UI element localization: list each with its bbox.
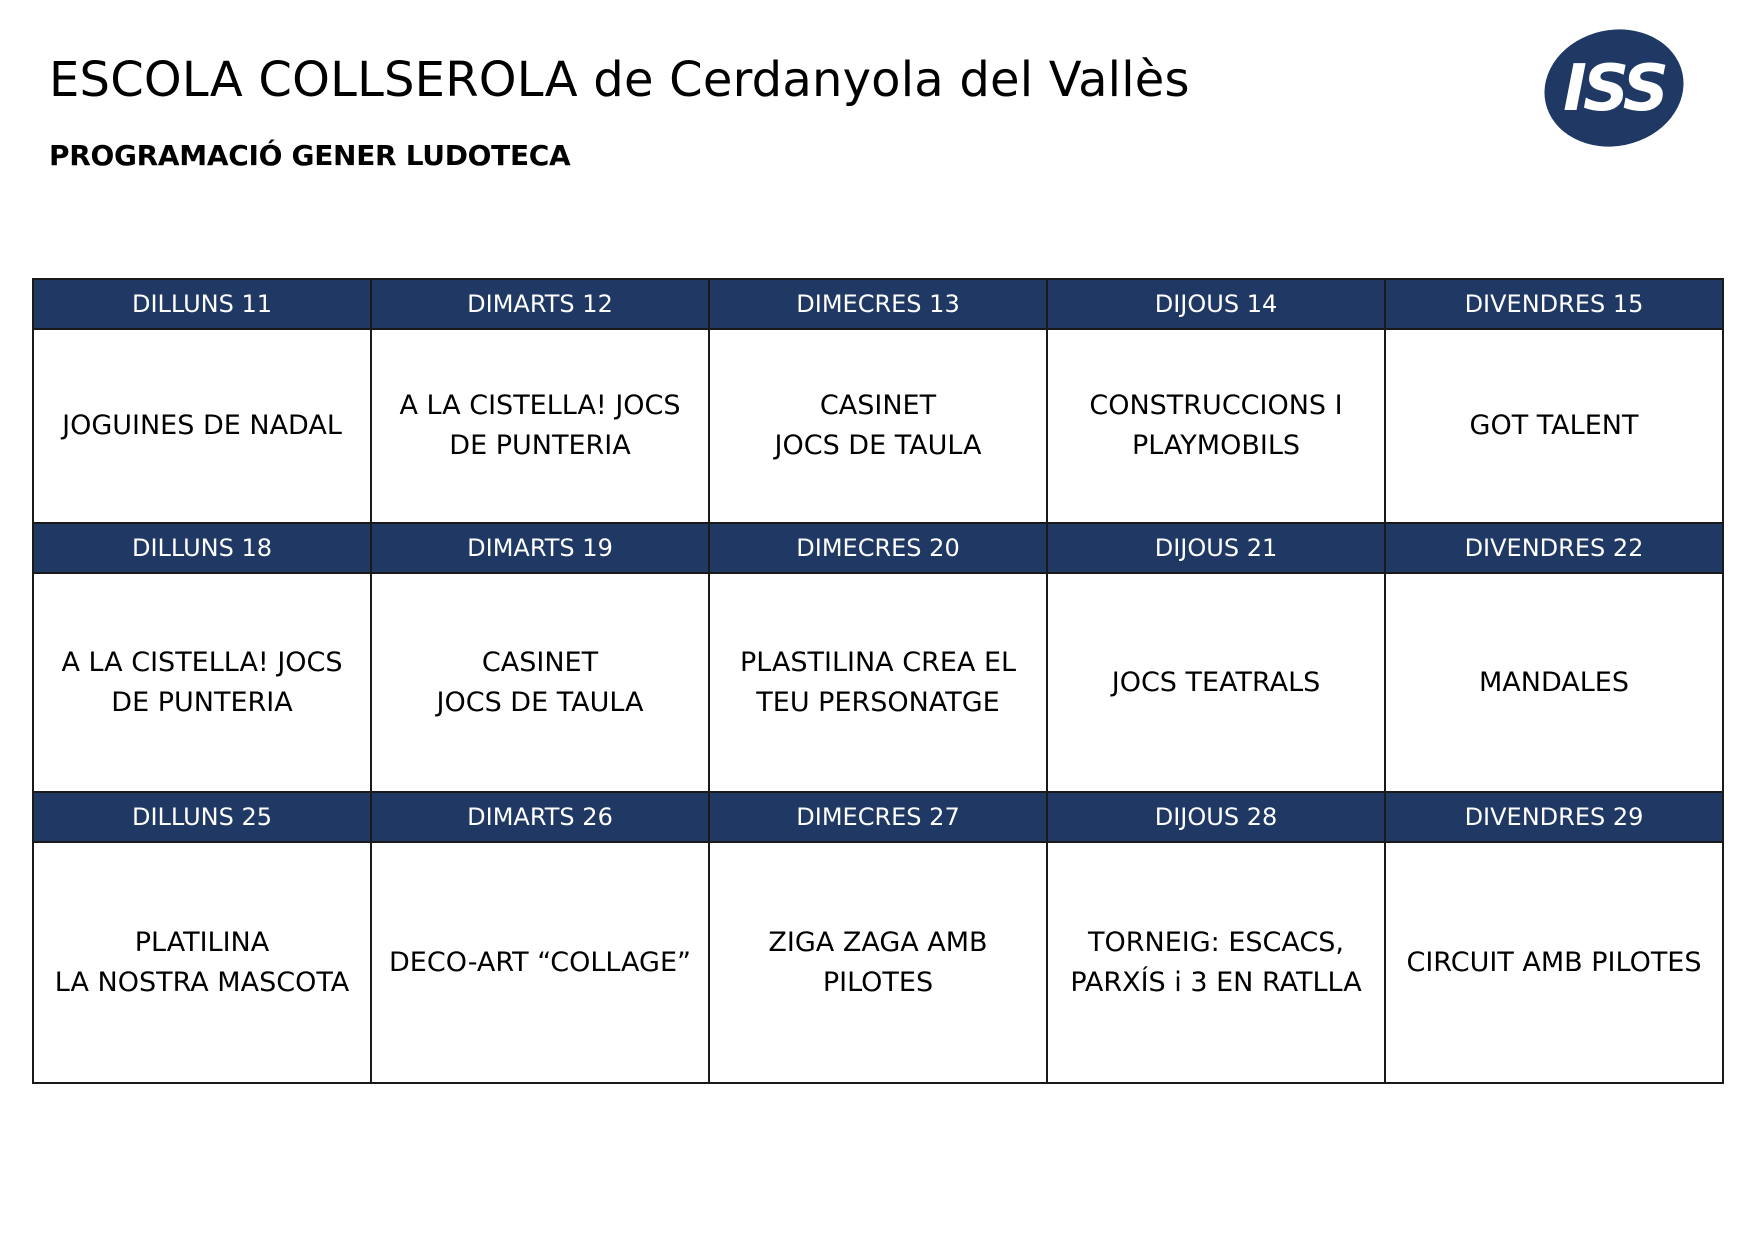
activity-text: PLASTILINA CREA EL <box>739 646 1017 678</box>
page-title: ESCOLA COLLSEROLA de Cerdanyola del Vallès <box>49 52 1190 108</box>
activity-text: TORNEIG: ESCACS, <box>1088 926 1344 958</box>
day-header-row <box>33 523 1723 573</box>
activity-text: DE PUNTERIA <box>449 430 631 461</box>
activity-cell <box>1047 573 1385 792</box>
day-header-row <box>33 792 1723 842</box>
day-header-cell: DIVENDRES 29 <box>1385 792 1723 842</box>
activity-cell <box>1047 329 1385 523</box>
activity-cell <box>33 842 371 1083</box>
activity-text: CASINET <box>481 646 599 678</box>
activity-text: JOGUINES DE NADAL <box>62 410 342 441</box>
activity-cell <box>1385 573 1723 792</box>
activity-row <box>33 842 1723 1083</box>
activity-text: DECO-ART “COLLAGE” <box>389 946 691 978</box>
activity-text: JOCS DE TAULA <box>436 686 644 718</box>
activity-row <box>33 573 1723 792</box>
activity-text: A LA CISTELLA! JOCS <box>61 646 343 678</box>
activity-cell <box>33 573 371 792</box>
activity-cell <box>709 329 1047 523</box>
day-header-cell: DIVENDRES 22 <box>1385 523 1723 573</box>
activity-cell <box>371 842 709 1083</box>
iss-logo <box>1543 26 1685 150</box>
activity-text: ZIGA ZAGA AMB <box>768 926 988 958</box>
day-header-cell: DIJOUS 28 <box>1047 792 1385 842</box>
activity-row <box>33 329 1723 523</box>
activity-cell <box>371 329 709 523</box>
day-header-cell: DIMECRES 20 <box>709 523 1047 573</box>
day-header-cell: DIJOUS 21 <box>1047 523 1385 573</box>
activity-text: A LA CISTELLA! JOCS <box>399 390 681 421</box>
day-header-cell: DIMARTS 26 <box>371 792 709 842</box>
activity-cell <box>1385 329 1723 523</box>
activity-cell <box>1385 842 1723 1083</box>
activity-text: DE PUNTERIA <box>111 686 293 718</box>
activity-text: JOCS TEATRALS <box>1111 666 1321 698</box>
activity-text: TEU PERSONATGE <box>756 686 1000 718</box>
activity-cell <box>33 329 371 523</box>
day-header-cell: DIVENDRES 15 <box>1385 279 1723 329</box>
activity-text: LA NOSTRA MASCOTA <box>54 966 350 998</box>
activity-cell <box>709 842 1047 1083</box>
day-header-cell: DILLUNS 11 <box>33 279 371 329</box>
activity-text: PLATILINA <box>134 926 270 958</box>
activity-cell <box>1047 842 1385 1083</box>
activity-text: CASINET <box>819 390 937 421</box>
activity-text: JOCS DE TAULA <box>774 430 982 461</box>
activity-text: PARXÍS i 3 EN RATLLA <box>1070 966 1362 998</box>
day-header-cell: DIMARTS 12 <box>371 279 709 329</box>
activity-text: MANDALES <box>1479 666 1629 698</box>
page-subtitle: PROGRAMACIÓ GENER LUDOTECA <box>49 139 571 172</box>
activity-cell <box>371 573 709 792</box>
schedule-table <box>32 278 1724 1084</box>
activity-text: CONSTRUCCIONS I <box>1089 390 1343 421</box>
day-header-cell: DILLUNS 25 <box>33 792 371 842</box>
day-header-cell: DIJOUS 14 <box>1047 279 1385 329</box>
logo-text: ISS <box>1563 52 1665 126</box>
activity-text: CIRCUIT AMB PILOTES <box>1406 946 1702 978</box>
activity-text: GOT TALENT <box>1469 410 1639 441</box>
day-header-cell: DILLUNS 18 <box>33 523 371 573</box>
day-header-cell: DIMARTS 19 <box>371 523 709 573</box>
day-header-cell: DIMECRES 13 <box>709 279 1047 329</box>
day-header-cell: DIMECRES 27 <box>709 792 1047 842</box>
day-header-row <box>33 279 1723 329</box>
activity-cell <box>709 573 1047 792</box>
activity-text: PLAYMOBILS <box>1131 430 1301 461</box>
activity-text: PILOTES <box>822 966 934 998</box>
